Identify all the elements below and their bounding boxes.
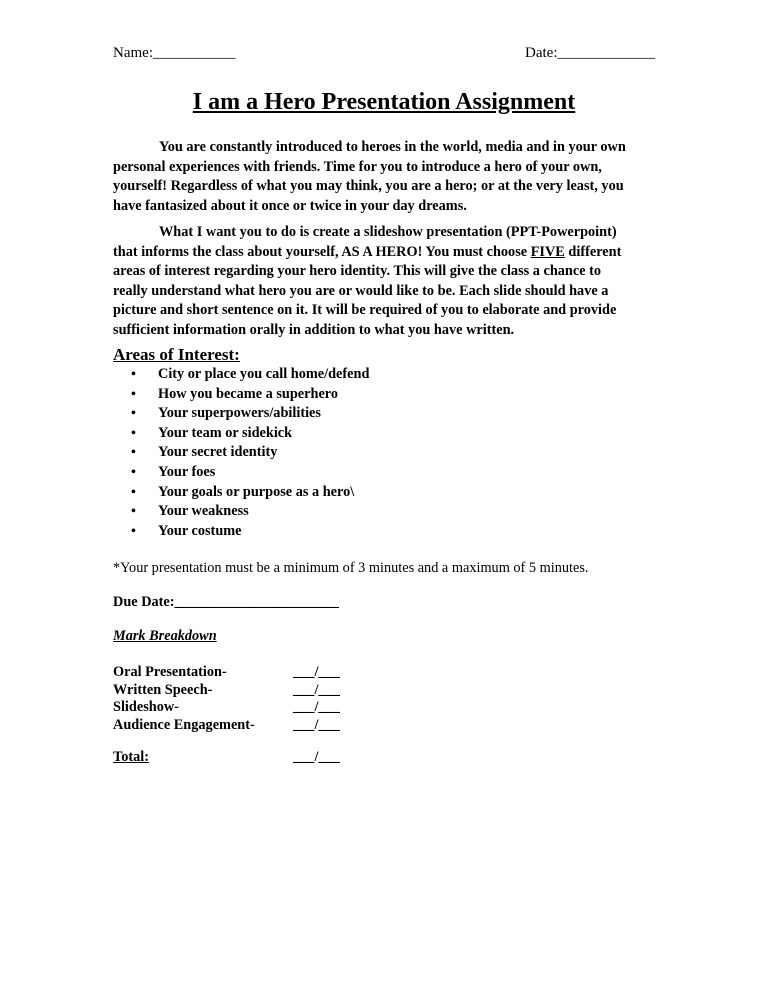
intro-line: have fantasized about it once or twice in your day dreams. [113, 197, 467, 214]
list-item-text: Your goals or purpose as a hero\ [158, 483, 355, 500]
page-title: I am a Hero Presentation Assignment [192, 89, 576, 115]
bullet-icon: • [131, 523, 136, 539]
list-item [113, 404, 369, 424]
list-item-text: Your team or sidekick [158, 424, 293, 441]
areas-of-interest-heading: Areas of Interest: [113, 345, 240, 364]
bullet-icon: • [131, 445, 136, 461]
list-item-text: Your costume [158, 522, 242, 539]
intro-line: personal experiences with friends. Time for you to introduce a hero of your own, [113, 158, 602, 175]
bullet-icon: • [131, 504, 136, 520]
bullet-icon: • [131, 367, 136, 382]
mark-row-score: ___/___ [293, 716, 340, 733]
instructions-line [113, 243, 673, 263]
list-item [113, 424, 369, 444]
duration-note: *Your presentation must be a minimum of 3 minutes and a maximum of 5 minutes. [113, 560, 589, 576]
mark-row-score: ___/___ [293, 664, 340, 680]
intro-line: You are constantly introduced to heroes in the world, media and in your own [159, 139, 626, 155]
bullet-icon: • [131, 406, 136, 422]
total-label: Total: [113, 749, 150, 765]
mark-row-score: ___/___ [293, 681, 340, 698]
list-item-text: Your secret identity [158, 444, 278, 461]
mark-breakdown-heading: Mark Breakdown [113, 628, 217, 644]
instructions-line: picture and short sentence on it. It will be required of you to elaborate and provide [113, 302, 617, 318]
bullet-icon: • [131, 425, 136, 441]
mark-row-label: Oral Presentation- [113, 664, 227, 680]
list-item-text: City or place you call home/defend [158, 366, 370, 382]
intro-paragraph [113, 138, 673, 216]
list-item-text: Your superpowers/abilities [158, 405, 321, 422]
bullet-icon: • [131, 464, 136, 480]
due-date-field: Due Date:_______________________ [113, 594, 339, 610]
mark-row-label: Audience Engagement- [113, 716, 255, 733]
areas-of-interest-list [113, 365, 369, 541]
list-item-text: How you became a superhero [158, 385, 339, 402]
list-item [113, 522, 369, 542]
list-item [113, 463, 369, 483]
instructions-line: really understand what hero you are or would like to be. Each slide should have a [113, 282, 609, 299]
mark-row-label: Slideshow- [113, 699, 179, 715]
name-field-label: Name:___________ [113, 45, 236, 61]
instructions-text: that informs the class about yourself, AS A HERO! You must choose [113, 243, 531, 260]
list-item-text: Your weakness [158, 503, 249, 520]
instructions-text: different [564, 243, 622, 260]
instructions-line: areas of interest regarding your hero identity. This will give the class a chance to [113, 263, 602, 279]
list-item [113, 365, 369, 385]
total-score: ___/___ [293, 749, 340, 765]
list-item [113, 385, 369, 405]
list-item-text: Your foes [158, 463, 216, 480]
intro-line: yourself! Regardless of what you may think, you are a hero; or at the very least, you [113, 178, 624, 194]
mark-row-label: Written Speech- [113, 681, 213, 698]
mark-row-score: ___/___ [293, 699, 340, 715]
five-emphasis: FIVE [530, 243, 565, 260]
instructions-line: What I want you to do is create a slideshow presentation (PPT-Powerpoint) [159, 224, 617, 240]
bullet-icon: • [131, 484, 136, 500]
date-field-label: Date:_____________ [525, 45, 655, 61]
bullet-icon: • [131, 386, 136, 402]
instructions-paragraph [113, 223, 673, 340]
total-row [113, 749, 373, 767]
instructions-line: sufficient information orally in addition to what you have written. [113, 321, 515, 338]
list-item [113, 483, 369, 503]
list-item [113, 443, 369, 463]
list-item [113, 502, 369, 522]
